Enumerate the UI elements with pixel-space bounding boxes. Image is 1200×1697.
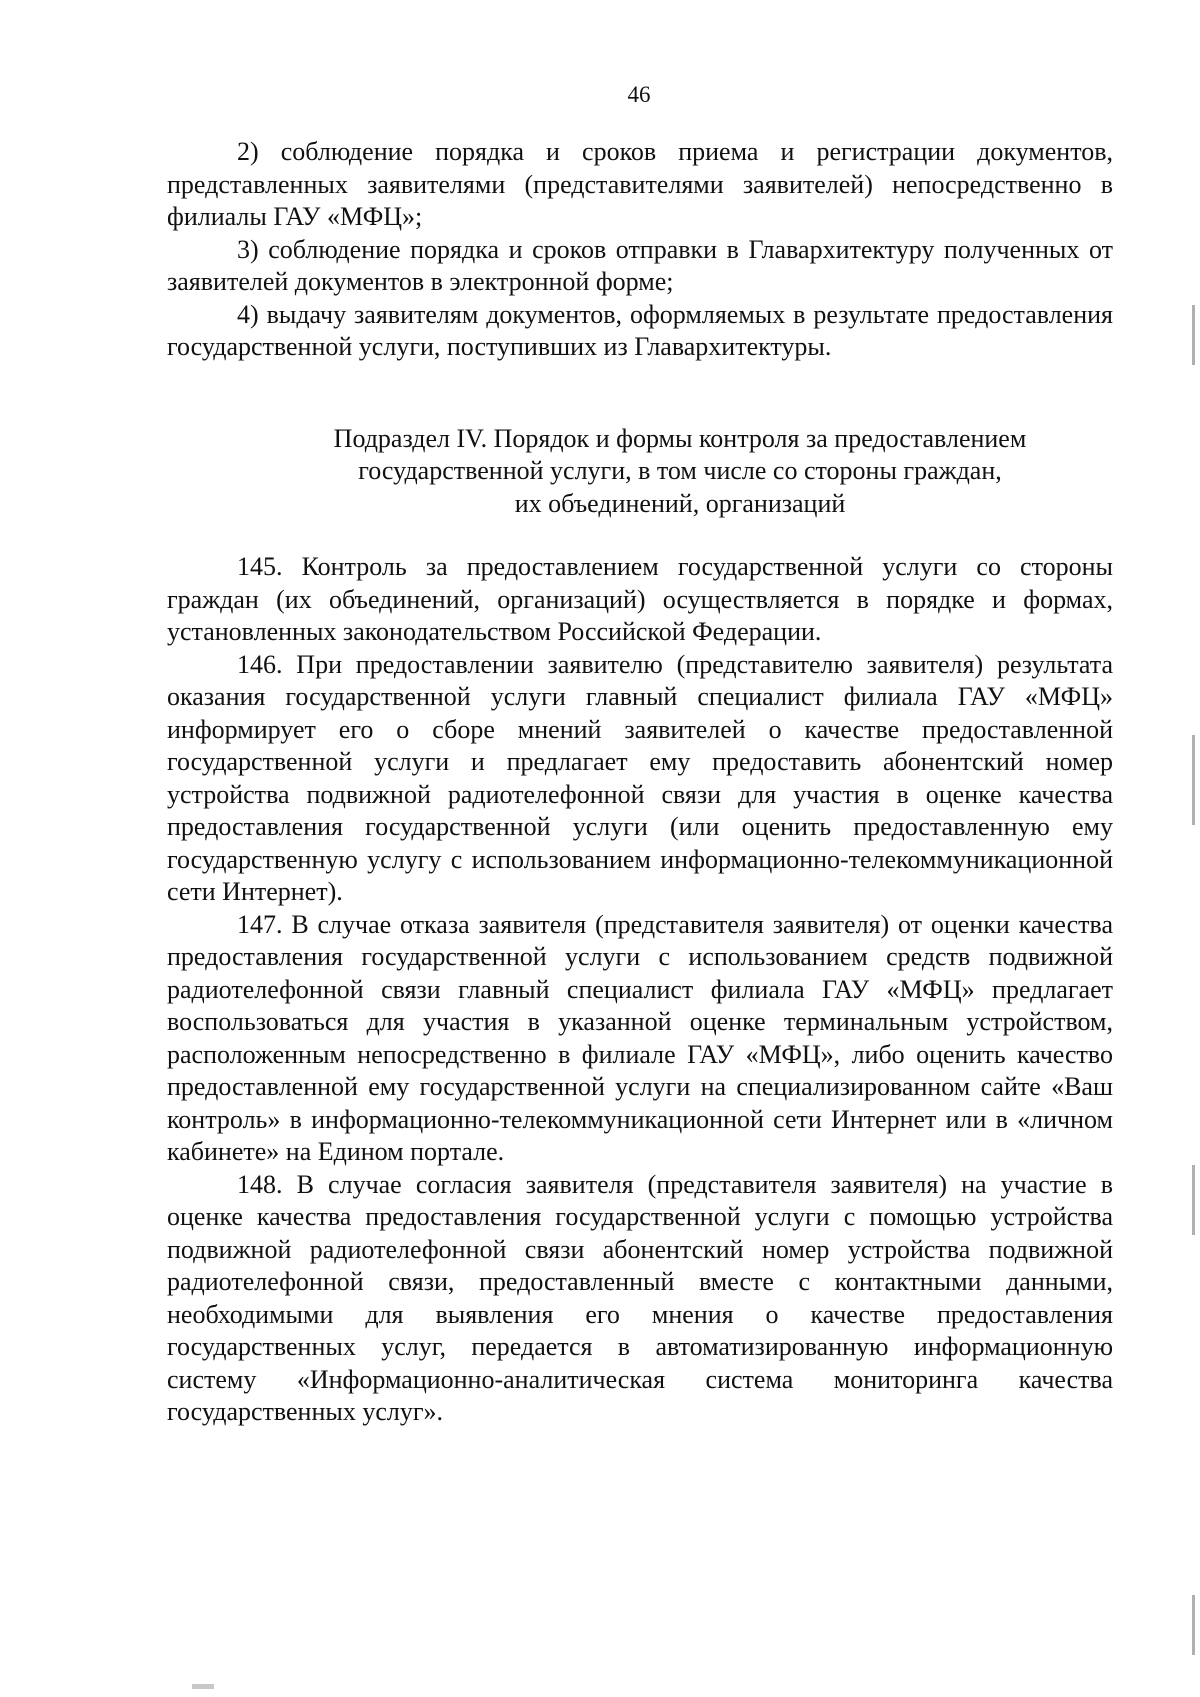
- section-heading-line: их объединений, организаций: [514, 488, 846, 518]
- scan-margin-marks: [1188, 0, 1200, 1697]
- paragraph-146: 146. При предоставлении заявителю (представителю заявителя) результата оказания государственной услуги главный специалист филиала ГАУ «МФЦ» информирует его о сборе мнений заявителей о качестве предоставленной государственной услуги и предлагает ему предоставить абонентский номер устройства подвижной радиотелефонной связи для участия в оценке качества предоставления государственной услуги (или оценить предоставленную ему государственную услугу с использованием информационно-телекоммуникационной сети Интернет).: [167, 649, 1113, 906]
- scan-mark: [1192, 735, 1195, 825]
- section-heading: [167, 423, 1113, 521]
- document-body: [167, 136, 1113, 1429]
- scan-mark: [1192, 1595, 1195, 1655]
- paragraph-item-3: 3) соблюдение порядка и сроков отправки в Главархитектуру полученных от заявителей документов в электронной форме;: [167, 234, 1113, 296]
- paragraph-148: 148. В случае согласия заявителя (представителя заявителя) на участие в оценке качества предоставления государственной услуги с помощью устройства подвижной радиотелефонной связи абонентский номер устройства подвижной радиотелефонной связи, предоставленный вместе с контактными данными, необходимыми для выявления его мнения о качестве предоставления государственных услуг, передается в автоматизированную информационную систему «Информационно-аналитическая система мониторинга качества государственных услуг».: [167, 1169, 1113, 1426]
- paragraph-145: 145. Контроль за предоставлением государственной услуги со стороны граждан (их объединений, организаций) осуществляется в порядке и формах, установленных законодательством Российской Федерации.: [167, 552, 1113, 646]
- scan-mark: [1192, 1165, 1195, 1235]
- paragraph-item-2: 2) соблюдение порядка и сроков приема и регистрации документов, представленных заявителями (представителями заявителей) непосредственно в филиалы ГАУ «МФЦ»;: [167, 137, 1113, 231]
- section-heading-line: Подраздел IV. Порядок и формы контроля за предоставлением: [333, 423, 1027, 453]
- scan-speck: [192, 1684, 214, 1689]
- paragraph-147: 147. В случае отказа заявителя (представителя заявителя) от оценки качества предоставления государственной услуги с использованием средств подвижной радиотелефонной связи главный специалист филиала ГАУ «МФЦ» предлагает воспользоваться для участия в указанной оценке терминальным устройством, расположенным непосредственно в филиале ГАУ «МФЦ», либо оценить качество предоставленной ему государственной услуги на специализированном сайте «Ваш контроль» в информационно-телекоммуникационной сети Интернет или в «личном кабинете» на Едином портале.: [167, 909, 1113, 1166]
- paragraph-item-4: 4) выдачу заявителям документов, оформляемых в результате предоставления государственной услуги, поступивших из Главархитектуры.: [167, 299, 1113, 361]
- section-heading-line: государственной услуги, в том числе со стороны граждан,: [358, 456, 1002, 485]
- page-number: 46: [627, 82, 651, 107]
- scan-mark: [1192, 305, 1195, 365]
